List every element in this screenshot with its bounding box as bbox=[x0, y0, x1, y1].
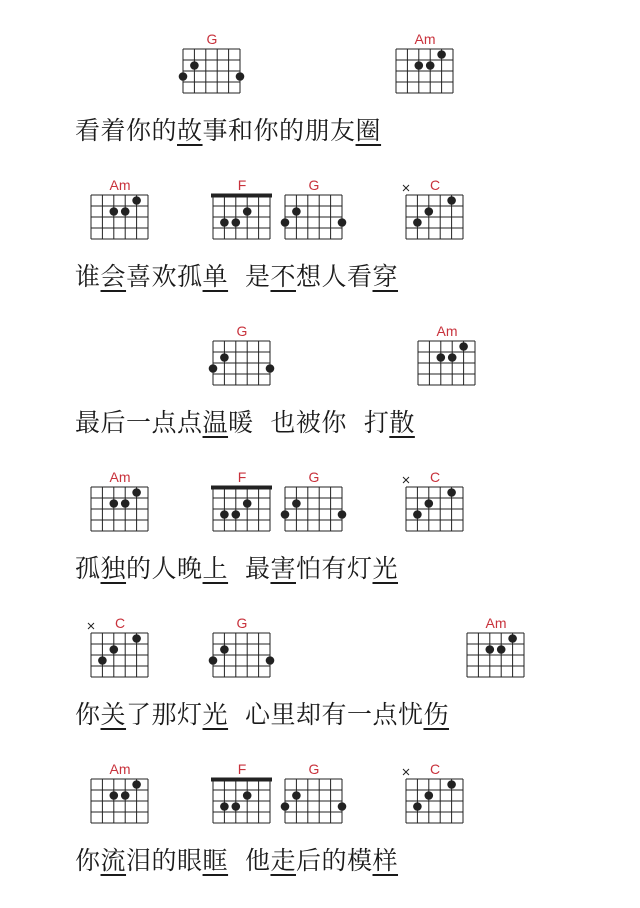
chord-name: C bbox=[429, 761, 441, 777]
chord-diagram-am bbox=[88, 761, 152, 833]
lyric-line-6 bbox=[0, 761, 640, 907]
chord-syllable: 样 bbox=[372, 846, 399, 875]
lyric-text bbox=[75, 260, 398, 294]
finger-dot bbox=[338, 510, 347, 519]
chord-diagram-grid bbox=[88, 775, 152, 835]
chord-name: G bbox=[206, 31, 218, 47]
finger-dot bbox=[243, 207, 252, 216]
chord-name: Am bbox=[485, 615, 507, 631]
chord-name: Am bbox=[436, 323, 458, 339]
finger-dot bbox=[281, 218, 290, 227]
finger-dot bbox=[220, 353, 229, 362]
finger-dot bbox=[243, 499, 252, 508]
chord-diagram-grid bbox=[210, 629, 274, 689]
finger-dot bbox=[220, 510, 229, 519]
chord-name: C bbox=[429, 469, 441, 485]
chord-diagram-grid bbox=[210, 191, 274, 251]
lyric-text bbox=[75, 844, 398, 878]
finger-dot bbox=[220, 645, 229, 654]
finger-dot bbox=[179, 72, 188, 81]
lyric-segment: 想人看 bbox=[295, 262, 373, 291]
finger-dot bbox=[121, 499, 130, 508]
chord-name: G bbox=[308, 761, 320, 777]
finger-dot bbox=[292, 207, 301, 216]
chord-diagram-am bbox=[415, 323, 479, 395]
chord-diagram-grid bbox=[88, 191, 152, 251]
chord-diagram-grid bbox=[210, 483, 274, 543]
finger-dot bbox=[121, 791, 130, 800]
finger-dot bbox=[281, 510, 290, 519]
chord-diagram-grid bbox=[393, 45, 457, 105]
finger-dot bbox=[437, 50, 446, 59]
chord-syllable: 会 bbox=[100, 262, 127, 291]
lyric-line-5 bbox=[0, 615, 640, 761]
finger-dot bbox=[508, 634, 517, 643]
chord-syllable: 光 bbox=[372, 554, 399, 583]
lyric-text bbox=[75, 698, 449, 732]
chord-syllable: 故 bbox=[177, 116, 203, 145]
finger-dot bbox=[236, 72, 245, 81]
finger-dot bbox=[459, 342, 468, 351]
lyric-segment: 事和你的朋友 bbox=[202, 116, 356, 145]
finger-dot bbox=[98, 656, 107, 665]
lyric-segment: 孤 bbox=[75, 554, 101, 583]
finger-dot bbox=[190, 61, 199, 70]
chord-diagram-grid bbox=[210, 775, 274, 835]
chord-diagram-grid bbox=[415, 337, 479, 397]
finger-dot bbox=[447, 488, 456, 497]
lyric-segment: 看着你的 bbox=[75, 116, 178, 145]
chord-syllable: 关 bbox=[100, 700, 127, 729]
lyric-segment: 了那灯 bbox=[126, 700, 203, 729]
chord-diagram-grid bbox=[88, 629, 152, 689]
finger-dot bbox=[232, 802, 241, 811]
lyric-line-2 bbox=[0, 177, 640, 323]
finger-dot bbox=[110, 207, 119, 216]
finger-dot bbox=[281, 802, 290, 811]
chord-syllable: 上 bbox=[202, 554, 229, 583]
finger-dot bbox=[220, 802, 229, 811]
finger-dot bbox=[232, 510, 241, 519]
chord-diagram-f bbox=[210, 761, 274, 833]
chord-diagram-f bbox=[210, 177, 274, 249]
lyric-line-3 bbox=[0, 323, 640, 469]
finger-dot bbox=[415, 61, 424, 70]
finger-dot bbox=[209, 656, 218, 665]
barre-bar bbox=[211, 778, 272, 782]
chord-syllable: 穿 bbox=[372, 262, 399, 291]
lyric-segment: 的人晚 bbox=[126, 554, 203, 583]
chord-name: F bbox=[237, 761, 247, 777]
chord-diagram-grid bbox=[180, 45, 244, 105]
chord-diagram-grid bbox=[282, 775, 346, 835]
chord-diagram-g bbox=[282, 761, 346, 833]
chord-name: G bbox=[308, 469, 320, 485]
lyric-segment: 心里却有一点忧 bbox=[228, 700, 424, 729]
chord-name: C bbox=[429, 177, 441, 193]
chord-diagram-g bbox=[210, 615, 274, 687]
finger-dot bbox=[132, 196, 141, 205]
chord-syllable: 单 bbox=[202, 262, 229, 291]
finger-dot bbox=[425, 791, 434, 800]
chord-name: G bbox=[236, 323, 248, 339]
chord-syllable: 温 bbox=[202, 408, 229, 437]
chord-diagram-grid bbox=[282, 191, 346, 251]
chord-syllable: 伤 bbox=[423, 700, 449, 729]
finger-dot bbox=[132, 780, 141, 789]
lyric-segment: 他 bbox=[228, 846, 271, 875]
chord-name: F bbox=[237, 469, 247, 485]
lyric-segment: 后的模 bbox=[295, 846, 373, 875]
lyric-segment: 怕有灯 bbox=[295, 554, 373, 583]
chord-diagram-grid bbox=[464, 629, 528, 689]
lyric-line-1 bbox=[0, 31, 640, 177]
chord-name: F bbox=[237, 177, 247, 193]
finger-dot bbox=[497, 645, 506, 654]
lyric-segment: 最后一点点 bbox=[75, 408, 203, 437]
chord-diagram-am bbox=[88, 177, 152, 249]
lyric-segment: 最 bbox=[228, 554, 271, 583]
chord-diagram-g bbox=[210, 323, 274, 395]
chord-diagram-am bbox=[88, 469, 152, 541]
chord-diagram-f bbox=[210, 469, 274, 541]
finger-dot bbox=[447, 780, 456, 789]
lyric-segment: 你 bbox=[75, 846, 101, 875]
finger-dot bbox=[413, 510, 422, 519]
finger-dot bbox=[413, 802, 422, 811]
chord-syllable: 散 bbox=[389, 408, 415, 437]
chord-syllable: 圈 bbox=[355, 116, 382, 145]
finger-dot bbox=[110, 791, 119, 800]
chord-syllable: 眶 bbox=[202, 846, 229, 875]
chord-diagram-grid bbox=[282, 483, 346, 543]
finger-dot bbox=[121, 207, 130, 216]
chord-syllable: 走 bbox=[270, 846, 296, 875]
lyric-segment: 暖 也被你 打 bbox=[228, 408, 390, 437]
finger-dot bbox=[426, 61, 435, 70]
finger-dot bbox=[292, 791, 301, 800]
finger-dot bbox=[243, 791, 252, 800]
barre-bar bbox=[211, 194, 272, 198]
finger-dot bbox=[338, 802, 347, 811]
finger-dot bbox=[292, 499, 301, 508]
finger-dot bbox=[132, 634, 141, 643]
lyric-segment: 你 bbox=[75, 700, 101, 729]
chord-syllable: 光 bbox=[202, 700, 229, 729]
lyric-segment: 谁 bbox=[75, 262, 101, 291]
chord-diagram-am bbox=[464, 615, 528, 687]
chord-syllable: 独 bbox=[100, 554, 127, 583]
chord-diagram-c bbox=[403, 469, 467, 541]
finger-dot bbox=[110, 499, 119, 508]
chord-diagram-grid bbox=[210, 337, 274, 397]
chord-diagram-g bbox=[180, 31, 244, 103]
lyric-segment: 泪的眼 bbox=[126, 846, 203, 875]
chord-diagram-c bbox=[403, 177, 467, 249]
chord-syllable: 流 bbox=[100, 846, 127, 875]
barre-bar bbox=[211, 486, 272, 490]
chord-name: G bbox=[236, 615, 248, 631]
chord-name: Am bbox=[414, 31, 436, 47]
chord-syllable: 害 bbox=[270, 554, 296, 583]
chord-diagram-grid bbox=[88, 483, 152, 543]
chord-diagram-grid bbox=[403, 775, 467, 835]
finger-dot bbox=[266, 656, 275, 665]
finger-dot bbox=[232, 218, 241, 227]
chord-name: Am bbox=[109, 177, 131, 193]
finger-dot bbox=[110, 645, 119, 654]
chord-diagram-grid bbox=[403, 483, 467, 543]
finger-dot bbox=[447, 196, 456, 205]
finger-dot bbox=[220, 218, 229, 227]
lyric-text bbox=[75, 114, 381, 148]
lyric-line-4 bbox=[0, 469, 640, 615]
finger-dot bbox=[338, 218, 347, 227]
finger-dot bbox=[448, 353, 457, 362]
chord-diagram-g bbox=[282, 177, 346, 249]
lyric-text bbox=[75, 406, 415, 440]
chord-diagram-c bbox=[403, 761, 467, 833]
lyric-text bbox=[75, 552, 398, 586]
finger-dot bbox=[437, 353, 446, 362]
finger-dot bbox=[413, 218, 422, 227]
finger-dot bbox=[132, 488, 141, 497]
finger-dot bbox=[209, 364, 218, 373]
chord-syllable: 不 bbox=[270, 262, 296, 291]
finger-dot bbox=[486, 645, 495, 654]
finger-dot bbox=[266, 364, 275, 373]
finger-dot bbox=[425, 499, 434, 508]
chord-diagram-g bbox=[282, 469, 346, 541]
lyric-segment: 喜欢孤 bbox=[126, 262, 203, 291]
chord-diagram-am bbox=[393, 31, 457, 103]
finger-dot bbox=[425, 207, 434, 216]
chord-name: C bbox=[114, 615, 126, 631]
lyric-segment: 是 bbox=[228, 262, 271, 291]
chord-diagram-grid bbox=[403, 191, 467, 251]
chord-name: Am bbox=[109, 469, 131, 485]
chord-name: G bbox=[308, 177, 320, 193]
chord-diagram-c bbox=[88, 615, 152, 687]
chord-name: Am bbox=[109, 761, 131, 777]
